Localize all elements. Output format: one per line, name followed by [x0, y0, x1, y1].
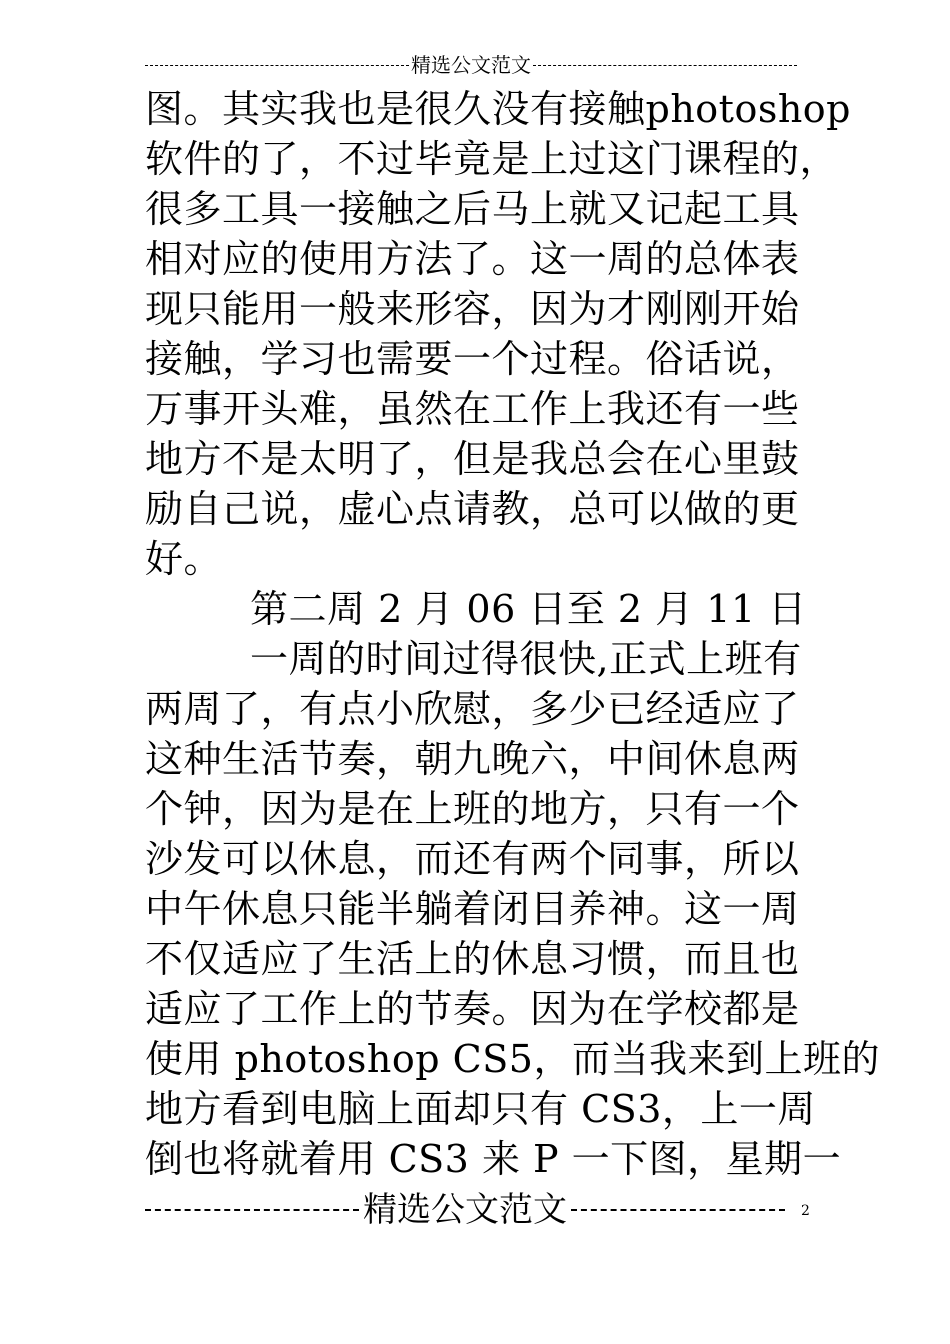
- document-body: [145, 84, 880, 1184]
- text-line-10: 好。: [145, 537, 223, 581]
- text-line-2: 软件的了，不过毕竟是上过这门课程的，: [145, 137, 839, 181]
- text-line-17: 中午休息只能半躺着闭目养神。这一周: [145, 887, 800, 931]
- text-line-15: 个钟，因为是在上班的地方，只有一个: [145, 787, 800, 831]
- text-line-22: 倒也将就着用 CS3 来 P 一下图，星期一: [145, 1137, 842, 1181]
- page-header: [145, 50, 797, 80]
- header-right-divider: [533, 65, 797, 66]
- text-line-20: 使用 photoshop CS5，而当我来到上班的: [145, 1037, 880, 1081]
- footer-left-divider: [145, 1209, 359, 1211]
- text-line-3: 很多工具一接触之后马上就又记起工具: [145, 187, 800, 231]
- text-line-9: 励自己说，虚心点请教，总可以做的更: [145, 487, 800, 531]
- text-line-21: 地方看到电脑上面却只有 CS3，上一周: [145, 1087, 816, 1131]
- page-number: 2: [801, 1203, 810, 1219]
- text-line-1: 图。其实我也是很久没有接触photoshop: [145, 87, 852, 131]
- text-line-18: 不仅适应了生活上的休息习惯，而且也: [145, 937, 800, 981]
- text-line-8: 地方不是太明了，但是我总会在心里鼓: [145, 437, 800, 481]
- text-line-7: 万事开头难，虽然在工作上我还有一些: [145, 387, 800, 431]
- text-line-4: 相对应的使用方法了。这一周的总体表: [145, 237, 800, 281]
- footer-title: 精选公文范文: [363, 1190, 567, 1230]
- page-footer: [145, 1188, 785, 1232]
- text-line-19: 适应了工作上的节奏。因为在学校都是: [145, 987, 800, 1031]
- section-heading: 第二周 2 月 06 日至 2 月 11 日: [250, 587, 807, 631]
- text-line-16: 沙发可以休息，而还有两个同事，所以: [145, 837, 800, 881]
- text-line-12: 一周的时间过得很快,正式上班有: [250, 637, 802, 681]
- footer-right-divider: [571, 1209, 785, 1211]
- text-line-13: 两周了，有点小欣慰，多少已经适应了: [145, 687, 800, 731]
- header-left-divider: [145, 65, 409, 66]
- text-line-6: 接触，学习也需要一个过程。俗话说，: [145, 337, 800, 381]
- text-line-5: 现只能用一般来形容，因为才刚刚开始: [145, 287, 800, 331]
- header-title: 精选公文范文: [411, 53, 531, 77]
- text-line-14: 这种生活节奏，朝九晚六，中间休息两: [145, 737, 800, 781]
